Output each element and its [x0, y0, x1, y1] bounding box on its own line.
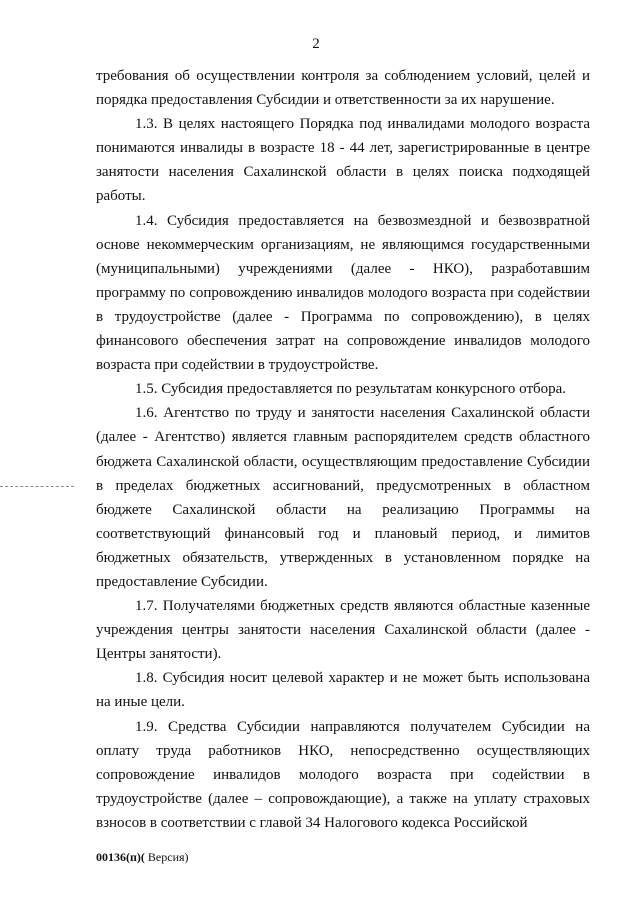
footer-code: 00136(п)( — [96, 850, 145, 864]
paragraph-1-7: 1.7. Получателями бюджетных средств являются областные казенные учреждения центры занятости населения Сахалинской области (далее - Центры занятости). — [96, 598, 590, 663]
paragraph-1-4: 1.4. Субсидия предоставляется на безвозмездной и безвозвратной основе некоммерческим организациям, не являющимся государственными (муниципальными) учреждениями (далее - НКО), разработавшим программу по сопровождению инвалидов молодого возраста при содействии в трудоустройстве (далее - Программа по сопровождению), в целях финансового обеспечения затрат на сопровождение инвалидов молодого возраста при содействии в трудоустройстве. — [96, 212, 590, 374]
document-footer — [96, 849, 189, 865]
document-body — [96, 64, 590, 835]
paragraph-1-6: 1.6. Агентство по труду и занятости населения Сахалинской области (далее - Агентство) является главным распорядителем средств областного бюджета Сахалинской области, осуществляющим предоставление Субсидии в пределах бюджетных ассигнований, предусмотренных в областном бюджете Сахалинской области на реализацию Программы на соответствующий финансовый год и плановый период, и лимитов бюджетных обязательств, утвержденных в установленном порядке на предоставление Субсидии. — [96, 405, 590, 590]
paragraph-1-3: 1.3. В целях настоящего Порядка под инвалидами молодого возраста понимаются инвалиды в возрасте 18 - 44 лет, зарегистрированные в центре занятости населения Сахалинской области в целях поиска подходящей работы. — [96, 116, 590, 205]
footer-version: Версия) — [144, 850, 189, 864]
paragraph-1-8: 1.8. Субсидия носит целевой характер и не может быть использована на иные цели. — [96, 670, 590, 711]
paragraph-1-9: 1.9. Средства Субсидии направляются получателем Субсидии на оплату труда работников НКО, непосредственно осуществляющих сопровождение инвалидов молодого возраста при содействии в трудоустройстве (далее – сопровождающие), а также на уплату страховых взносов в соответствии с главой 34 Налогового кодекса Российской — [96, 718, 590, 831]
margin-mark — [0, 486, 74, 487]
paragraph-1-5: 1.5. Субсидия предоставляется по результатам конкурсного отбора. — [135, 381, 567, 398]
page-number: 2 — [312, 36, 320, 52]
paragraph-continuation: требования об осуществлении контроля за соблюдением условий, целей и порядка предоставления Субсидии и ответственности за их нарушение. — [96, 68, 590, 109]
